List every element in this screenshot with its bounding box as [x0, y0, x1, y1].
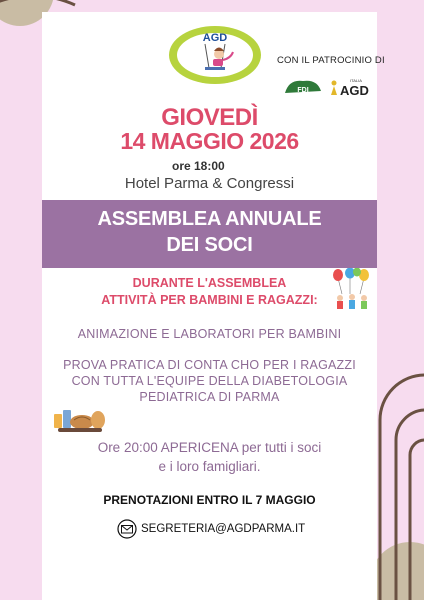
- apericena-line1: Ore 20:00 APERICENA per tutti i soci: [97, 440, 322, 455]
- title-banner: [42, 200, 377, 268]
- svg-text:AGD: AGD: [340, 83, 369, 97]
- agd-italia-logo: [328, 75, 373, 97]
- kids-balloons-icon: [328, 268, 376, 314]
- activities-heading-line2: ATTIVITÀ PER BAMBINI E RAGAZZI:: [101, 293, 318, 307]
- activity-item-2-line1: PROVA PRATICA DI CONTA CHO PER I RAGAZZI: [63, 358, 356, 372]
- event-date: 14 MAGGIO 2026: [120, 128, 299, 154]
- agd-logo: [165, 24, 265, 86]
- food-icon: [52, 400, 108, 434]
- activity-item-1: ANIMAZIONE E LABORATORI PER BAMBINI: [77, 327, 342, 341]
- banner-title-line1: ASSEMBLEA ANNUALE: [97, 208, 322, 230]
- banner-title-line2: DEI SOCI: [166, 234, 253, 256]
- activity-item-2-line3: PEDIATRICA DI PARMA: [139, 390, 280, 404]
- svg-text:AGD: AGD: [202, 32, 228, 44]
- patronage-label: CON IL PATROCINIO DI: [277, 55, 385, 66]
- booking-deadline: PRENOTAZIONI ENTRO IL 7 MAGGIO: [103, 493, 316, 507]
- event-time: ore 18:00: [172, 159, 225, 173]
- mail-icon: [117, 519, 137, 539]
- event-venue: Hotel Parma & Congressi: [124, 175, 295, 192]
- apericena-line2: e i loro famigliari.: [158, 459, 261, 474]
- activity-item-2-line2: CON TUTTA L'EQUIPE DELLA DIABETOLOGIA: [71, 374, 348, 388]
- activities-heading-line1: DURANTE L'ASSEMBLEA: [132, 276, 287, 290]
- fdi-logo: [283, 75, 323, 97]
- contact-email[interactable]: [117, 518, 305, 540]
- svg-text:ITALIA: ITALIA: [350, 78, 362, 83]
- event-day: GIOVEDÌ: [161, 104, 258, 131]
- email-address[interactable]: SEGRETERIA@AGDPARMA.IT: [141, 523, 306, 535]
- svg-text:FDI: FDI: [297, 87, 309, 94]
